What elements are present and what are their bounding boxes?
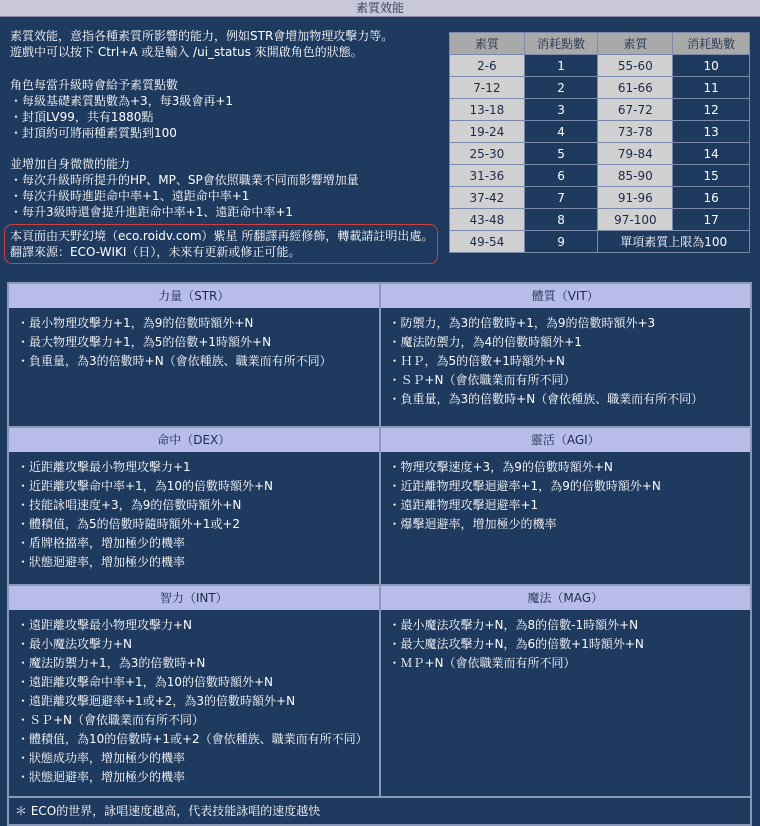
stat-effect-item: ・ＳＰ+N（會依職業而有所不同） <box>388 373 576 387</box>
table-header-row <box>450 33 750 55</box>
table-cell: 7 <box>524 187 598 209</box>
stat-effect-item: ・遠距離攻擊命中率+1，為10的倍數時額外+N <box>17 675 273 689</box>
table-cell: 73-78 <box>598 121 673 143</box>
stat-row <box>8 585 751 797</box>
table-cell: 31-36 <box>450 165 525 187</box>
table-row <box>450 187 750 209</box>
intro-line: ・每次升級時所提升的HP、MP、SP會依照職業不同而影響增加量 <box>10 173 359 187</box>
intro-text <box>10 28 440 220</box>
table-row <box>450 77 750 99</box>
intro-line: ・每級基礎素質點數為+3，每3級會再+1 <box>10 94 234 108</box>
table-cell: 2-6 <box>450 55 525 77</box>
intro-line: ・封頂約可將兩種素質點到100 <box>10 126 177 140</box>
stat-section-header: 魔法（MAG） <box>381 586 751 610</box>
stat-effect-item: ・魔法防禦力，為4的倍數時額外+1 <box>388 335 582 349</box>
stat-effect-item: ・物理攻擊速度+3，為9的倍數時額外+N <box>388 460 613 474</box>
table-row <box>450 231 750 253</box>
table-cell: 13 <box>673 121 750 143</box>
table-cell: 67-72 <box>598 99 673 121</box>
stat-section-header: 靈活（AGI） <box>381 428 751 452</box>
table-row <box>450 121 750 143</box>
table-cell: 5 <box>524 143 598 165</box>
stat-effect-list <box>381 610 751 796</box>
stat-effect-item: ・盾牌格擋率，增加極少的機率 <box>17 536 186 550</box>
table-cell: 6 <box>524 165 598 187</box>
table-row <box>450 143 750 165</box>
stat-effect-item: ・狀態迴避率，增加極少的機率 <box>17 770 186 784</box>
stat-section-header: 命中（DEX） <box>9 428 379 452</box>
table-cell: 91-96 <box>598 187 673 209</box>
stat-effect-item: ・防禦力，為3的倍數時+1，為9的倍數時額外+3 <box>388 316 656 330</box>
table-cell: 43-48 <box>450 209 525 231</box>
table-row <box>450 99 750 121</box>
stat-effect-item: ・最小物理攻擊力+1，為9的倍數時額外+N <box>17 316 254 330</box>
table-row <box>450 165 750 187</box>
stat-effect-item: ・ＭＰ+N（會依職業而有所不同） <box>388 656 576 670</box>
stat-points-table <box>449 32 750 253</box>
stat-section-header: 智力（INT） <box>9 586 379 610</box>
stat-effect-list <box>381 308 751 426</box>
table-cell: 8 <box>524 209 598 231</box>
table-cell: 4 <box>524 121 598 143</box>
stat-effect-item: ・近距離物理攻擊迴避率+1，為9的倍數時額外+N <box>388 479 661 493</box>
stat-effect-item: ・爆擊迴避率，增加極少的機率 <box>388 517 557 531</box>
table-cell: 15 <box>673 165 750 187</box>
stat-section <box>380 427 752 585</box>
stat-effect-list <box>9 452 379 584</box>
table-cell: 14 <box>673 143 750 165</box>
stat-effect-item: ・狀態迴避率，增加極少的機率 <box>17 555 186 569</box>
table-cell: 13-18 <box>450 99 525 121</box>
table-cell: 12 <box>673 99 750 121</box>
stat-effect-item: ・體積值，為5的倍數時隨時額外+1或+2 <box>17 517 241 531</box>
table-row <box>450 55 750 77</box>
table-cell: 25-30 <box>450 143 525 165</box>
stat-section <box>8 585 380 797</box>
stat-section <box>380 585 752 797</box>
column-header: 消耗點數 <box>673 33 750 55</box>
notice-line: 本頁面由天野幻境（eco.roidv.com）紫星 所翻譯再經修飾，轉載請註明出處。 <box>10 229 434 243</box>
stat-section <box>380 283 752 427</box>
table-cell: 79-84 <box>598 143 673 165</box>
stat-effects-grid <box>7 282 752 826</box>
stat-effect-item: ・ＳＰ+N（會依職業而有所不同） <box>17 713 205 727</box>
stat-effect-item: ・負重量，為3的倍數時+N（會依種族、職業而有所不同） <box>17 354 332 368</box>
stat-effect-item: ・技能詠唱速度+3，為9的倍數時額外+N <box>17 498 242 512</box>
translation-notice <box>4 224 438 264</box>
stat-effect-item: ・狀態成功率，增加極少的機率 <box>17 751 186 765</box>
stat-effect-item: ・近距離攻擊命中率+1，為10的倍數時額外+N <box>17 479 273 493</box>
stat-effect-item: ・遠距離攻擊最小物理攻擊力+N <box>17 618 193 632</box>
intro-line: ・封頂LV99，共有1880點 <box>10 110 154 124</box>
stat-effect-item: ・遠距離攻擊迴避率+1或+2，為3的倍數時額外+N <box>17 694 296 708</box>
stat-effect-item: ・遠距離物理攻擊迴避率+1 <box>388 498 539 512</box>
stat-effect-item: ・體積值，為10的倍數時+1或+2（會依種族、職業而有所不同） <box>17 732 368 746</box>
table-cell: 9 <box>524 231 598 253</box>
stat-effect-list <box>9 308 379 426</box>
stat-effect-item: ・最小魔法攻擊力+N，為8的倍數-1時額外+N <box>388 618 639 632</box>
intro-line: 遊戲中可以按下 Ctrl+A 或是輸入 /ui_status 來開啟角色的狀態。 <box>10 45 363 59</box>
notice-line: 翻譯來源：ECO-WIKI（日），未來有更新或修正可能。 <box>10 245 301 259</box>
footnote: ＊ ECO的世界，詠唱速度越高，代表技能詠唱的速度越快 <box>8 797 751 825</box>
table-cell: 單項素質上限為100 <box>598 231 750 253</box>
table-cell: 97-100 <box>598 209 673 231</box>
table-cell: 3 <box>524 99 598 121</box>
table-cell: 7-12 <box>450 77 525 99</box>
table-cell: 17 <box>673 209 750 231</box>
table-cell: 49-54 <box>450 231 525 253</box>
column-header: 素質 <box>598 33 673 55</box>
table-row <box>450 209 750 231</box>
stat-effect-list <box>381 452 751 584</box>
stat-effect-item: ・最大魔法攻擊力+N，為6的倍數+1時額外+N <box>388 637 644 651</box>
stat-section <box>8 427 380 585</box>
stat-section-header: 力量（STR） <box>9 284 379 308</box>
stat-row <box>8 283 751 427</box>
table-cell: 37-42 <box>450 187 525 209</box>
table-cell: 85-90 <box>598 165 673 187</box>
stat-effect-item: ・最大物理攻擊力+1，為5的倍數+1時額外+N <box>17 335 272 349</box>
stat-effect-item: ・魔法防禦力+1，為3的倍數時+N <box>17 656 206 670</box>
table-cell: 19-24 <box>450 121 525 143</box>
intro-line: ・每次升級時進距命中率+1、遠距命中率+1 <box>10 189 250 203</box>
table-cell: 55-60 <box>598 55 673 77</box>
stat-section <box>8 283 380 427</box>
intro-line: 並增加自身微微的能力 <box>10 157 131 171</box>
intro-line: 素質效能，意指各種素質所影響的能力，例如STR會增加物理攻擊力等。 <box>10 29 394 43</box>
column-header: 消耗點數 <box>524 33 598 55</box>
stat-effect-list <box>9 610 379 796</box>
intro-line: ・每升3級時還會提升進距命中率+1、遠距命中率+1 <box>10 205 294 219</box>
table-cell: 61-66 <box>598 77 673 99</box>
table-cell: 10 <box>673 55 750 77</box>
table-cell: 2 <box>524 77 598 99</box>
stat-effect-item: ・負重量，為3的倍數時+N（會依種族、職業而有所不同） <box>388 392 704 406</box>
page-title: 素質效能 <box>0 0 760 17</box>
stat-row <box>8 427 751 585</box>
table-cell: 11 <box>673 77 750 99</box>
table-cell: 1 <box>524 55 598 77</box>
stat-effect-item: ・近距離攻擊最小物理攻擊力+1 <box>17 460 191 474</box>
column-header: 素質 <box>450 33 525 55</box>
stat-effect-item: ・ＨＰ，為5的倍數+1時額外+N <box>388 354 565 368</box>
intro-line: 角色每當升級時會給予素質點數 <box>10 78 179 92</box>
table-cell: 16 <box>673 187 750 209</box>
stat-effect-item: ・最小魔法攻擊力+N <box>17 637 133 651</box>
stat-section-header: 體質（VIT） <box>381 284 751 308</box>
